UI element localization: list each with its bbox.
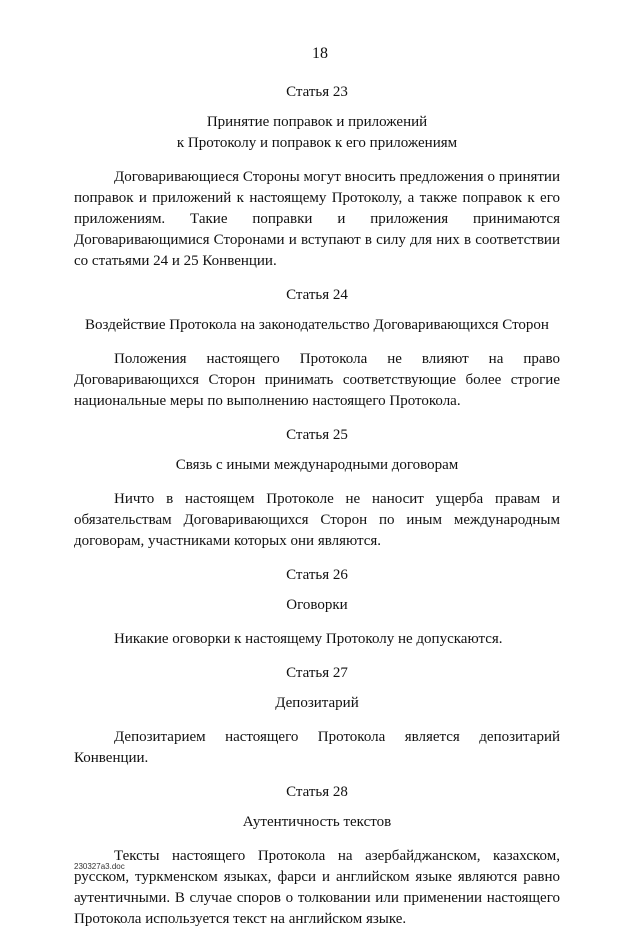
page-number: 18	[312, 45, 328, 62]
article-body: Договаривающиеся Стороны могут вносить предложения о принятии поправок и приложений к настоящему Протоколу, а также поправок к его приложениям. Такие поправки и приложения принимаются Договаривающимися Сторонами и вступают в силу для них в соответствии со статьями 24 и 25 Конвенции.	[74, 169, 560, 269]
article-label: Статья 24	[286, 287, 348, 303]
article-body: Тексты настоящего Протокола на азербайджанском, казахском, русском, туркменском языках, фарси и английском языке являются равно аутентичными. В случае споров о толковании или применении настоящего Протокола используется текст на английском языке.	[74, 848, 560, 927]
article-body: Депозитарием настоящего Протокола является депозитарий Конвенции.	[74, 729, 560, 766]
article-title: Воздействие Протокола на законодательство Договаривающихся Сторон	[85, 317, 549, 333]
article-label: Статья 25	[286, 427, 348, 443]
article-title: Связь с иными международными договорам	[175, 457, 459, 473]
article-title: Принятие поправок и приложений к Протоколу и поправок к его приложениям	[176, 114, 458, 151]
article-28	[74, 782, 560, 930]
article-body: Ничто в настоящем Протоколе не наносит ущерба правам и обязательствам Договаривающихся Сторон по иным международным договорам, участниками которых они являются.	[74, 491, 560, 549]
article-label: Статья 23	[286, 84, 348, 100]
article-27	[74, 663, 560, 769]
article-23	[74, 82, 560, 272]
article-24	[74, 285, 560, 412]
article-title: Оговорки	[286, 597, 348, 613]
article-25	[74, 425, 560, 552]
article-label: Статья 27	[286, 665, 348, 681]
article-body: Никакие оговорки к настоящему Протоколу не допускаются.	[114, 631, 503, 647]
article-title: Аутентичность текстов	[242, 814, 392, 830]
article-label: Статья 28	[286, 784, 348, 800]
article-label: Статья 26	[286, 567, 348, 583]
document-content	[74, 82, 560, 930]
article-title: Депозитарий	[275, 695, 359, 711]
document-file-code: 230327a3.doc	[74, 862, 125, 871]
article-body: Положения настоящего Протокола не влияют на право Договаривающихся Сторон принимать соответствующие более строгие национальные меры по выполнению настоящего Протокола.	[74, 351, 560, 409]
article-26	[74, 565, 560, 650]
